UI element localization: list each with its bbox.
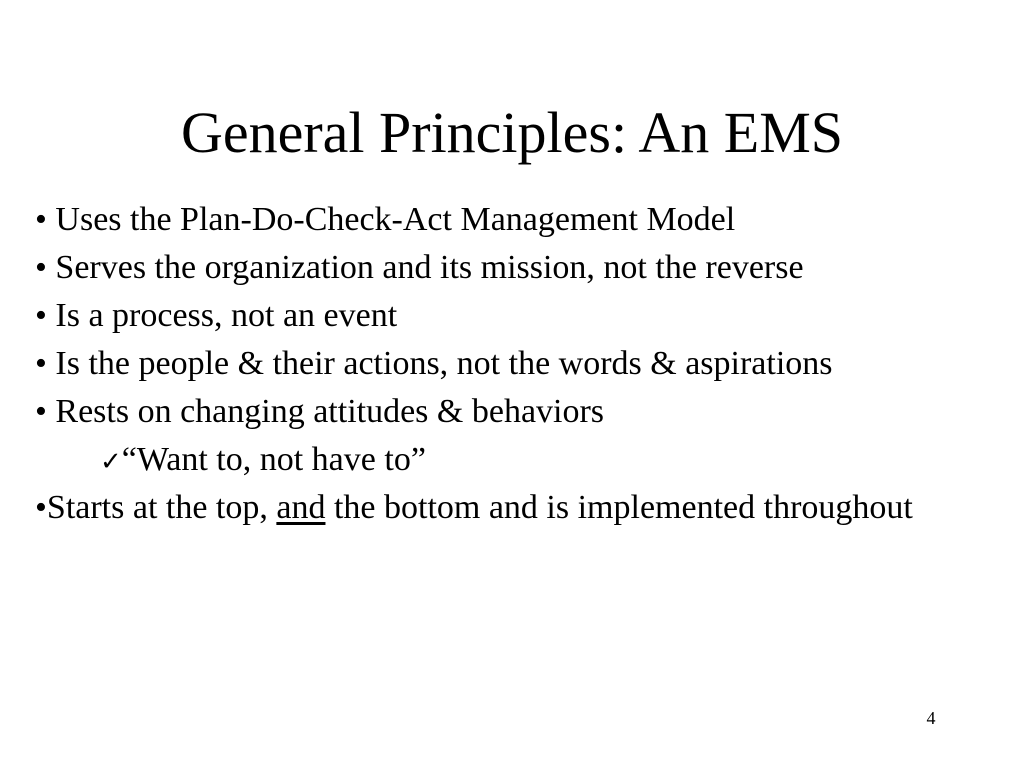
bullet-text: Starts at the top, xyxy=(46,489,277,526)
sub-bullet-item xyxy=(35,436,995,484)
bullet-text: the bottom and is implemented throughout xyxy=(325,489,913,526)
bullet-item xyxy=(35,196,995,244)
slide-title: General Principles: An EMS xyxy=(180,100,844,165)
bullet-text: Serves the organization and its mission, not the reverse xyxy=(55,249,804,286)
underlined-emphasis: and xyxy=(276,489,326,526)
bullet-marker: • xyxy=(35,489,47,526)
bullet-text: Is the people & their actions, not the words & aspirations xyxy=(55,345,833,382)
bullet-marker: • xyxy=(35,297,56,334)
bullet-item xyxy=(35,244,995,292)
bullet-text: Rests on changing attitudes & behaviors xyxy=(55,393,605,430)
bullet-item xyxy=(35,340,995,388)
sub-bullet-text: “Want to, not have to” xyxy=(121,441,426,478)
bullet-text: Uses the Plan-Do-Check-Act Management Model xyxy=(55,201,736,238)
bullet-text: Is a process, not an event xyxy=(55,297,398,334)
bullet-marker: • xyxy=(35,345,56,382)
bullet-marker: • xyxy=(35,393,56,430)
bullet-item xyxy=(35,388,995,436)
bullet-list xyxy=(35,196,995,532)
bullet-item xyxy=(35,292,995,340)
bullet-marker: • xyxy=(35,249,56,286)
checkmark-icon: ✓ xyxy=(100,447,122,477)
bullet-item-last xyxy=(35,484,935,532)
page-number: 4 xyxy=(926,708,936,728)
bullet-marker: • xyxy=(35,201,56,238)
